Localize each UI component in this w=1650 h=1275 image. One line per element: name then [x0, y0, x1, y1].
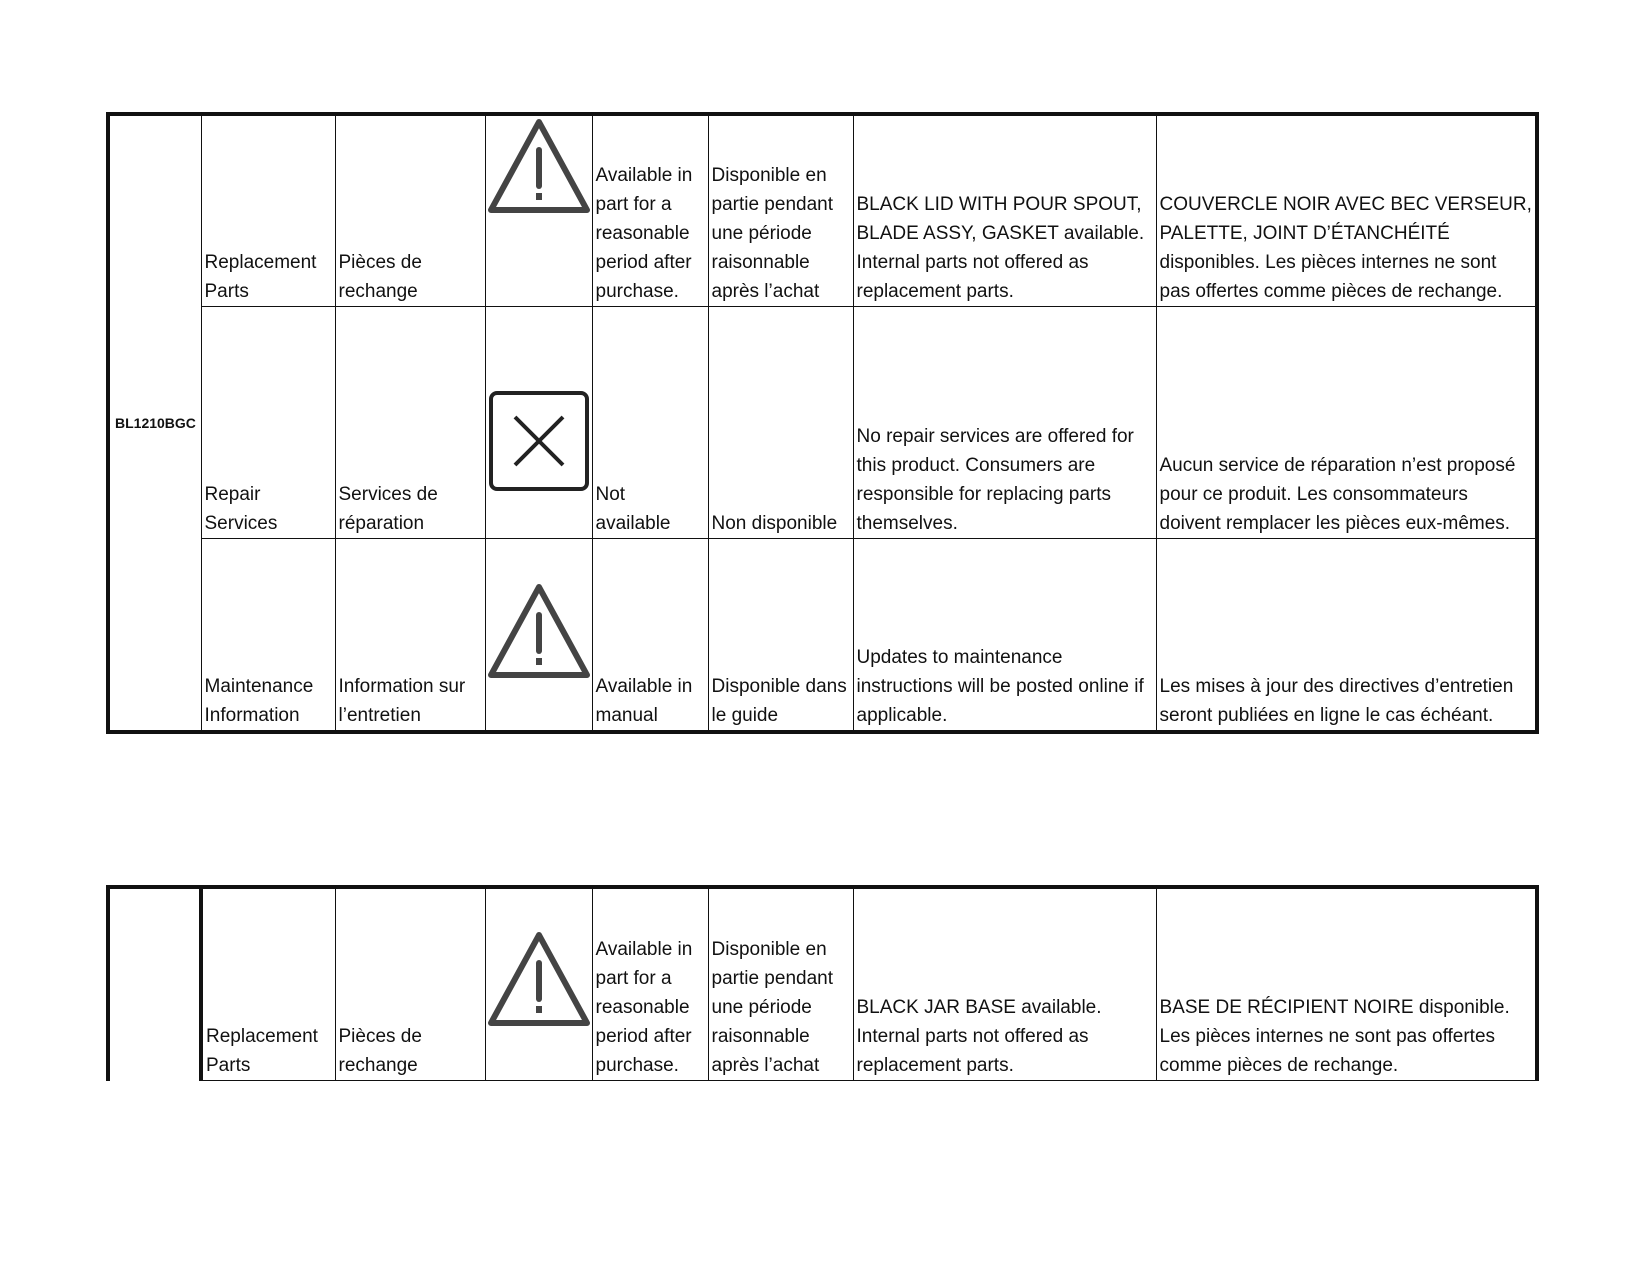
x-box-icon: [486, 347, 592, 493]
status-fr: Disponible dans le guide: [708, 539, 853, 733]
category-fr: Services de réparation: [335, 307, 485, 539]
category-en: Maintenance Information: [201, 539, 335, 733]
model-number: BL1210BGC: [108, 114, 201, 732]
category-fr: Pièces de rechange: [335, 114, 485, 307]
status-fr: Disponible en partie pendant une période raisonnable après l’achat: [708, 887, 853, 1081]
category-fr: Pièces de rechange: [335, 887, 485, 1081]
details-fr: BASE DE RÉCIPIENT NOIRE disponible. Les pièces internes ne sont pas offertes comme pièces de rechange.: [1156, 887, 1537, 1081]
table-row: [108, 539, 1537, 733]
status-en: Available in part for a reasonable period after purchase.: [592, 887, 708, 1081]
table-row: [108, 887, 1537, 1081]
status-en: Available in manual: [592, 539, 708, 733]
table-row: [108, 307, 1537, 539]
details-en: Updates to maintenance instructions will be posted online if applicable.: [853, 539, 1156, 733]
details-en: BLACK JAR BASE available. Internal parts not offered as replacement parts.: [853, 887, 1156, 1081]
category-en: Repair Services: [201, 307, 335, 539]
details-fr: Aucun service de réparation n’est proposé pour ce produit. Les consommateurs doivent remplacer les pièces eux-mêmes.: [1156, 307, 1537, 539]
status-fr: Disponible en partie pendant une période raisonnable après l’achat: [708, 114, 853, 307]
repairability-table-2: [106, 885, 1539, 1081]
repairability-table-1: [106, 112, 1539, 734]
category-en: Replacement Parts: [201, 887, 335, 1081]
warning-triangle-icon: [486, 539, 592, 681]
table-row: [108, 114, 1537, 307]
details-en: BLACK LID WITH POUR SPOUT, BLADE ASSY, GASKET available. Internal parts not offered as replacement parts.: [853, 114, 1156, 307]
category-fr: Information sur l’entretien: [335, 539, 485, 733]
warning-triangle-icon: [486, 889, 592, 1029]
model-cell-empty: [108, 887, 201, 1081]
category-en: Replacement Parts: [201, 114, 335, 307]
status-en: Available in part for a reasonable period after purchase.: [592, 114, 708, 307]
warning-triangle-icon: [486, 116, 592, 216]
details-fr: COUVERCLE NOIR AVEC BEC VERSEUR, PALETTE, JOINT D’ÉTANCHÉITÉ disponibles. Les pièces internes ne sont pas offertes comme pièces de rechange.: [1156, 114, 1537, 307]
details-en: No repair services are offered for this product. Consumers are responsible for replacing parts themselves.: [853, 307, 1156, 539]
status-fr: Non disponible: [708, 307, 853, 539]
details-fr: Les mises à jour des directives d’entretien seront publiées en ligne le cas échéant.: [1156, 539, 1537, 733]
status-en: Not available: [592, 307, 708, 539]
